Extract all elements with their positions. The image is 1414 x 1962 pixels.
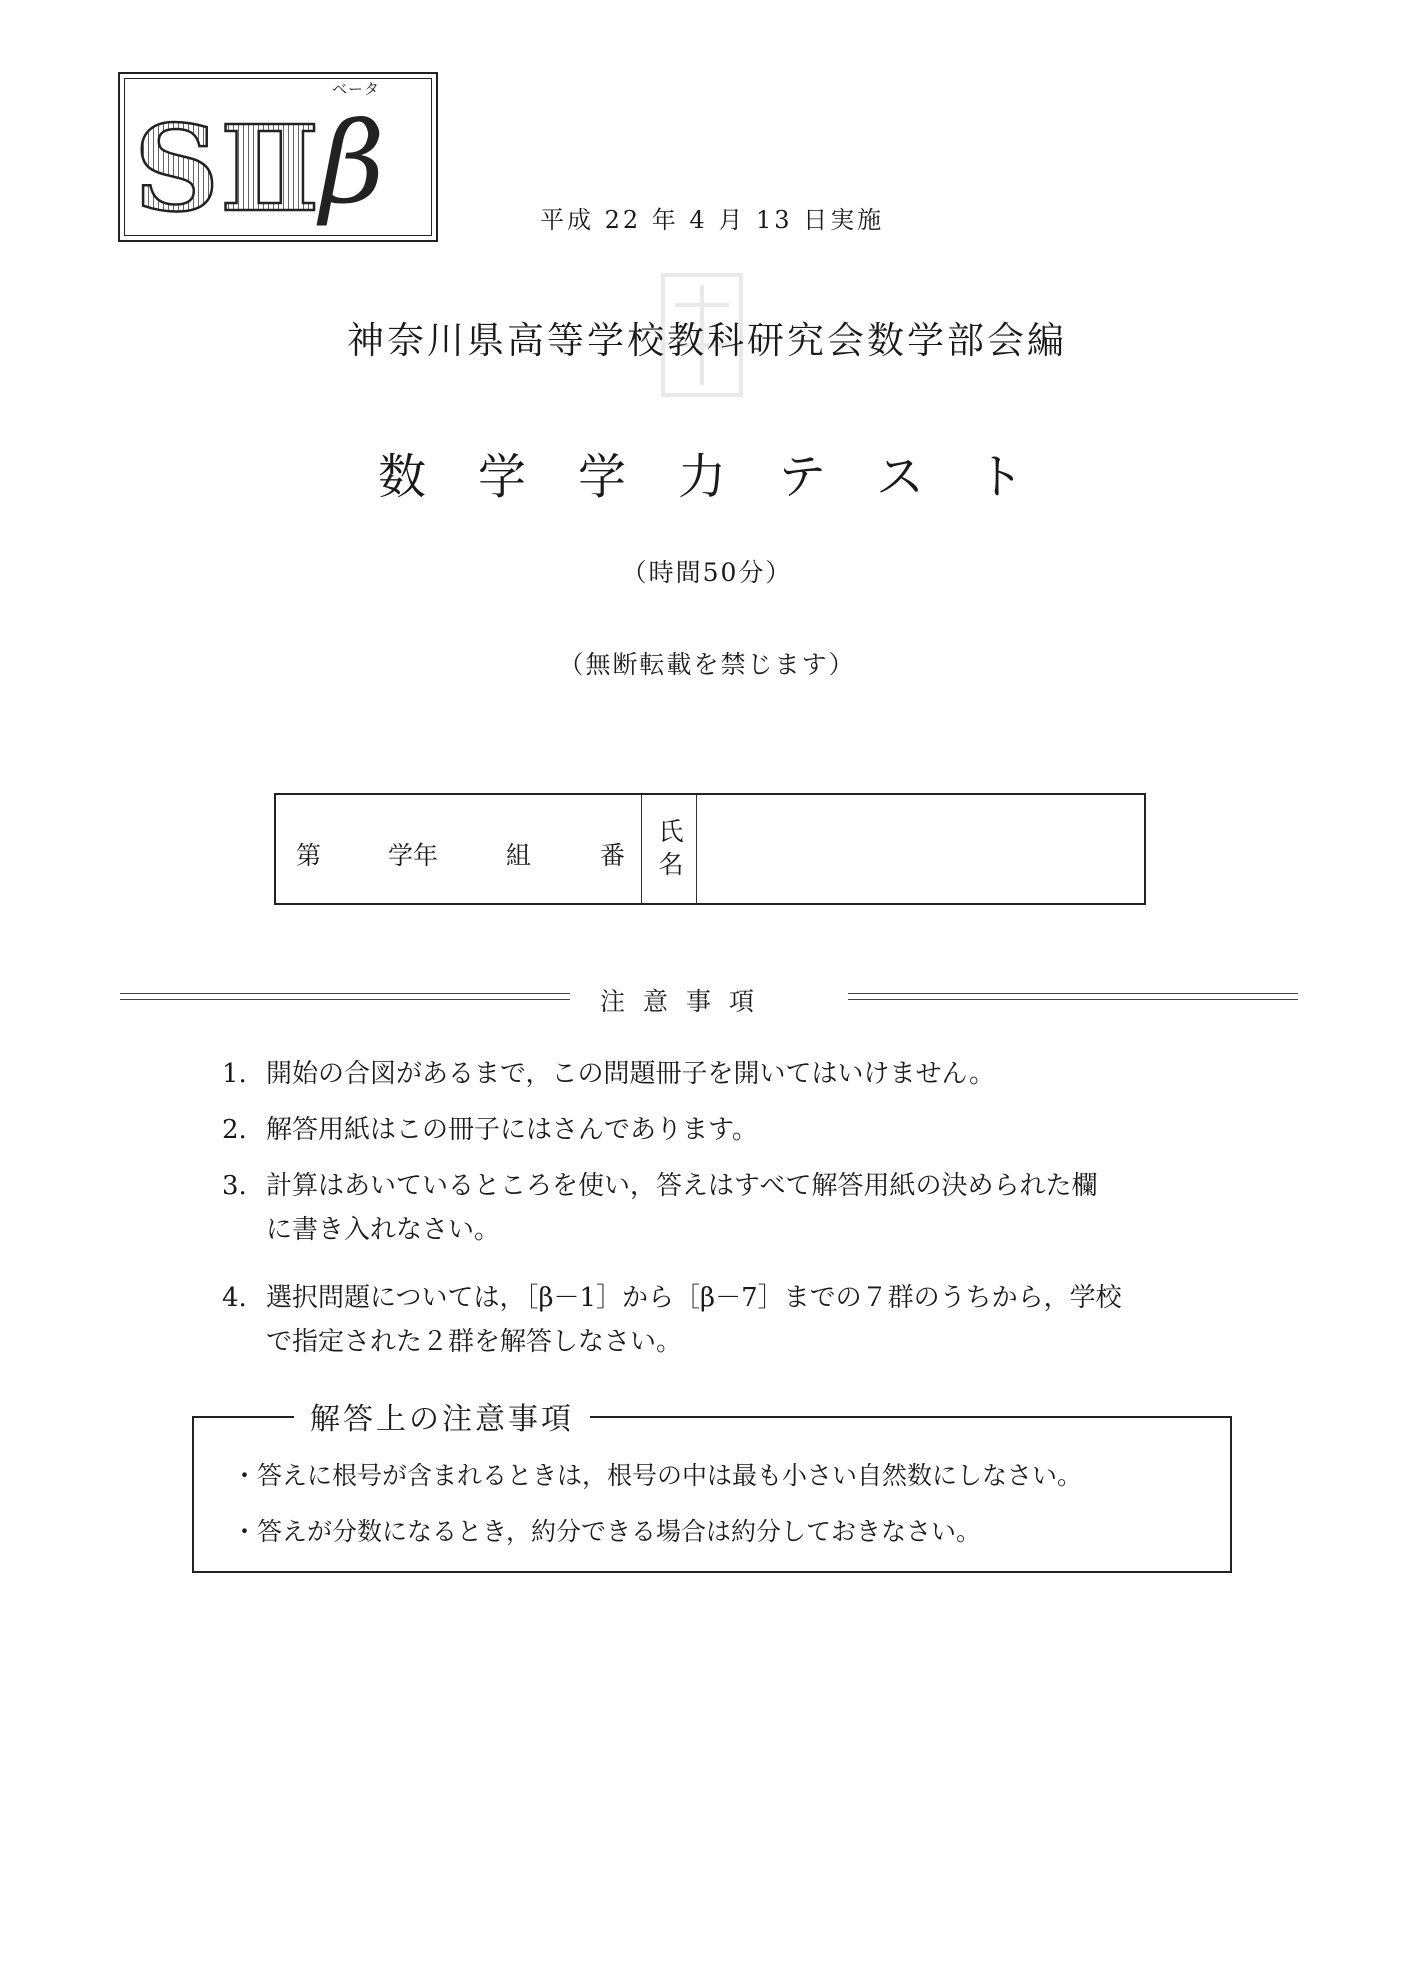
exam-date: 平成 22 年 4 月 13 日実施 — [540, 206, 885, 234]
note-text: 開始の合図があるまで，この問題冊子を開いてはいけません。 — [266, 1059, 996, 1089]
divider — [641, 795, 642, 903]
editor-credit: 神奈川県高等学校教科研究会数学部会編 — [347, 319, 1067, 362]
note-text: 解答用紙はこの冊子にはさんであります。 — [266, 1115, 758, 1145]
divider — [696, 795, 697, 903]
logo-s2-beta-icon — [128, 92, 428, 237]
grade-label: 学年 — [388, 841, 439, 870]
notes-heading: 注意事項 — [600, 987, 773, 1016]
answer-caution-box — [192, 1402, 1232, 1573]
note-text: 選択問題については，［β－1］から［β－7］までの７群のうちから，学校 — [266, 1283, 1122, 1313]
note-text: 計算はあいているところを使い，答えはすべて解答用紙の決められた欄 — [266, 1171, 1098, 1201]
name-label-line2: 名 — [658, 850, 684, 879]
logo-box — [118, 72, 438, 242]
note-text-continued: で指定された２群を解答しなさい。 — [266, 1327, 683, 1357]
note-number: 4. — [222, 1283, 247, 1313]
svg-text:Ⅱ: Ⅱ — [220, 99, 320, 237]
svg-text:β: β — [320, 99, 385, 229]
double-rule-left — [120, 993, 570, 1000]
name-label — [656, 815, 686, 881]
grade-prefix-label: 第 — [296, 841, 322, 870]
note-number: 2. — [222, 1115, 247, 1145]
caution-title: 解答上の注意事項 — [294, 1394, 590, 1438]
logo-ruby: ベータ — [332, 80, 381, 98]
class-label: 組 — [506, 841, 532, 870]
double-rule-right — [848, 993, 1298, 1000]
caution-item: ・答えに根号が含まれるときは，根号の中は最も小さい自然数にしなさい。 — [232, 1461, 1083, 1490]
svg-text:S: S — [134, 99, 220, 237]
test-duration: （時間50分） — [621, 558, 793, 587]
name-label-line1: 氏 — [658, 817, 684, 846]
student-info-box — [274, 793, 1146, 905]
note-number: 3. — [222, 1171, 247, 1201]
page-title: 数学学力テスト — [377, 449, 1077, 505]
name-field[interactable] — [700, 799, 1140, 899]
note-text-continued: に書き入れなさい。 — [266, 1215, 501, 1245]
note-number: 1. — [222, 1059, 247, 1089]
caution-item: ・答えが分数になるとき，約分できる場合は約分しておきなさい。 — [232, 1517, 982, 1546]
copyright-notice: （無断転載を禁じます） — [558, 650, 856, 679]
number-label: 番 — [600, 841, 626, 870]
